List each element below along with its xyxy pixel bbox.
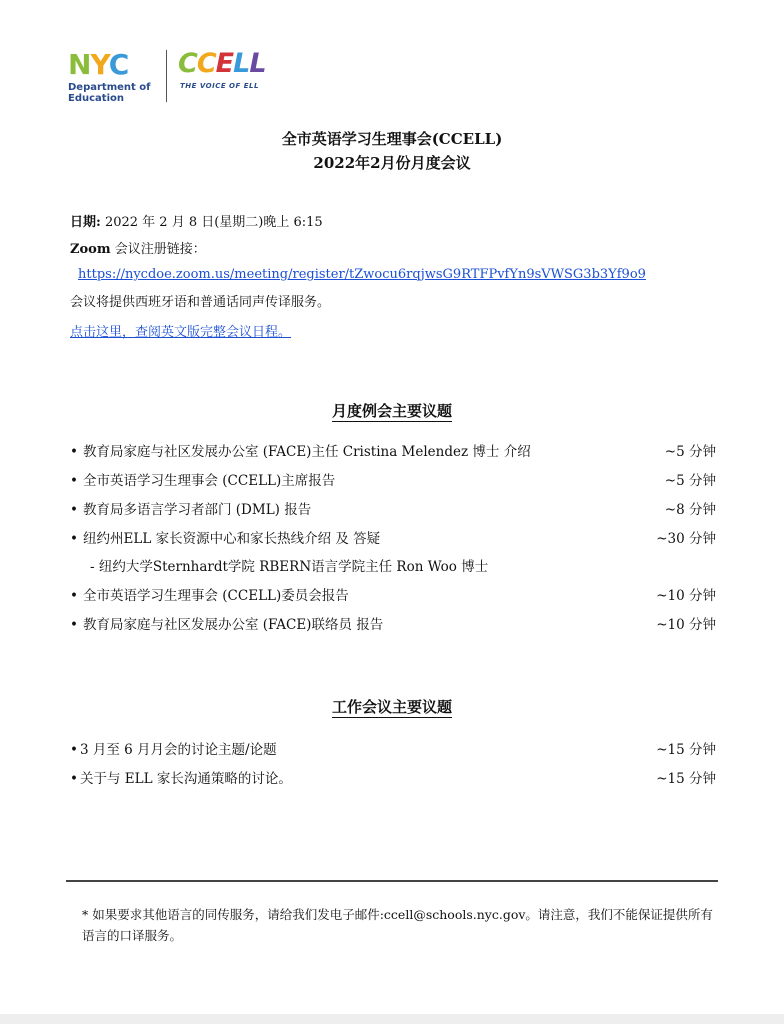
- agenda-item-duration: ~10 分钟: [656, 617, 716, 633]
- list-item: [70, 500, 720, 520]
- agenda-item-text: 教育局家庭与社区发展办公室 (FACE)主任 Cristina Melendez 博士 介绍: [83, 444, 531, 460]
- list-item: [70, 471, 720, 491]
- monthly-heading: [0, 400, 784, 421]
- date-line: [70, 214, 323, 232]
- bullet: •: [70, 531, 78, 547]
- agenda-item-duration: ~15 分钟: [656, 742, 716, 758]
- agenda-item-text: 关于与 ELL 家长沟通策略的讨论。: [80, 771, 292, 787]
- agenda-link-line: [70, 324, 291, 342]
- nyc-logo-c: C: [108, 48, 129, 81]
- agenda-item-duration: ~5 分钟: [664, 444, 716, 460]
- agenda-item-duration: ~15 分钟: [656, 771, 716, 787]
- agenda-item-text: 全市英语学习生理事会 (CCELL)委员会报告: [83, 588, 349, 604]
- doe-label-line1: Department of: [68, 82, 151, 93]
- nyc-logo-n: N: [68, 48, 91, 81]
- bullet: •: [70, 742, 78, 758]
- ccell-letter: L: [233, 48, 250, 79]
- nyc-logo-y: Y: [90, 48, 109, 81]
- bullet: •: [70, 617, 78, 633]
- bullet: •: [70, 473, 78, 489]
- zoom-line: [70, 241, 206, 259]
- agenda-subitem-text: - 纽约大学Sternhardt学院 RBERN语言学院主任 Ron Woo 博士: [90, 559, 489, 575]
- list-item: [70, 615, 720, 635]
- zoom-link-line: [78, 266, 646, 284]
- interpretation-note: 会议将提供西班牙语和普通话同声传译服务。: [70, 295, 331, 310]
- working-heading: [0, 696, 784, 717]
- bullet: •: [70, 444, 78, 460]
- zoom-registration-link[interactable]: https://nycdoe.zoom.us/meeting/register/tZwocu6rqjwsG9RTFPvfYn9sVWSG3b3Yf9o9: [78, 267, 646, 282]
- nyc-logo: [68, 50, 128, 80]
- logo-divider: [166, 50, 167, 102]
- agenda-item-text: 教育局多语言学习者部门 (DML) 报告: [83, 502, 312, 518]
- agenda-item-duration: ~30 分钟: [656, 531, 716, 547]
- list-item: [70, 442, 720, 462]
- ccell-letter: L: [249, 48, 266, 79]
- footnote: * 如果要求其他语言的同传服务，请给我们发电子邮件:ccell@schools.nyc.gov。请注意，我们不能保证提供所有语言的口译服务。: [82, 907, 713, 943]
- ccell-letter: E: [215, 48, 234, 79]
- list-item: [70, 769, 720, 789]
- page-subtitle: 2022年2月份月度会议: [313, 154, 471, 172]
- page-bottom-strip: [0, 1014, 784, 1024]
- list-item: [70, 529, 720, 549]
- ccell-letter: C: [178, 48, 197, 79]
- footnote-divider: [66, 880, 718, 882]
- bullet: •: [70, 771, 78, 787]
- page-title: 全市英语学习生理事会(CCELL): [281, 130, 503, 148]
- date-value: 2022 年 2 月 8 日(星期二)晚上 6:15: [100, 215, 323, 230]
- list-item: [70, 557, 720, 577]
- zoom-label: Zoom: [70, 242, 111, 257]
- monthly-heading-text: 月度例会主要议题: [331, 402, 452, 420]
- agenda-item-text: 全市英语学习生理事会 (CCELL)主席报告: [83, 473, 336, 489]
- doe-label: [68, 82, 151, 104]
- header-logos: [68, 48, 288, 108]
- agenda-item-duration: ~5 分钟: [664, 473, 716, 489]
- zoom-value: 会议注册链接：: [110, 242, 206, 257]
- ccell-tagline: THE VOICE OF ELL: [180, 82, 259, 90]
- doe-label-line2: Education: [68, 93, 124, 104]
- date-label: 日期:: [70, 215, 101, 230]
- bullet: •: [70, 588, 78, 604]
- agenda-item-text: 教育局家庭与社区发展办公室 (FACE)联络员 报告: [83, 617, 384, 633]
- ccell-logo: [178, 49, 266, 79]
- bullet: •: [70, 502, 78, 518]
- ccell-letter: C: [196, 48, 216, 79]
- list-item: [70, 740, 720, 760]
- working-heading-text: 工作会议主要议题: [331, 698, 452, 716]
- agenda-item-text: 3 月至 6 月月会的讨论主题/论题: [80, 742, 277, 758]
- agenda-item-duration: ~8 分钟: [664, 502, 716, 518]
- agenda-item-duration: ~10 分钟: [656, 588, 716, 604]
- english-agenda-link[interactable]: 点击这里，查阅英文版完整会议日程。: [70, 325, 292, 340]
- list-item: [70, 586, 720, 606]
- agenda-item-text: 纽约州ELL 家长资源中心和家长热线介绍 及 答疑: [83, 531, 381, 547]
